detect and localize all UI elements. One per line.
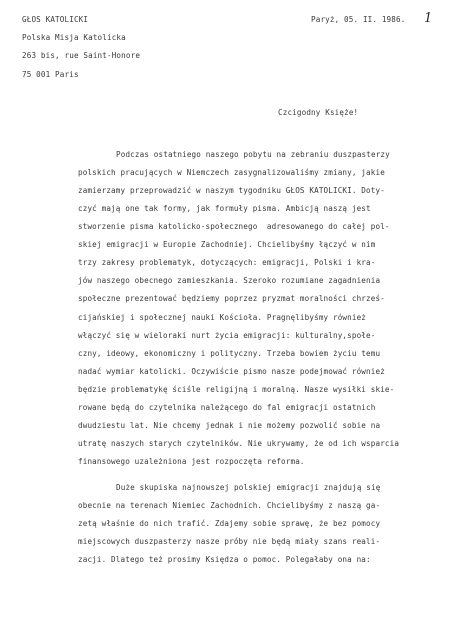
page-number: 1 bbox=[424, 11, 433, 26]
text-line: polskich pracujących w Niemczech zasygnalizowaliśmy zmiany, jakie bbox=[78, 168, 385, 177]
text-line: skiej emigracji w Europie Zachodniej. Chcielibyśmy łączyć w nim bbox=[78, 240, 376, 249]
sender-line-3: 263 bis, rue Saint-Honore bbox=[22, 51, 141, 60]
text-line: czny, ideowy, ekonomiczny i polityczny. Trzeba bowiem życiu temu bbox=[78, 349, 381, 358]
text-line: cijańskiej i społecznej nauki Kościoła. Pragnęlibyśmy również bbox=[78, 313, 367, 322]
text-line: zetą właśnie do nich trafić. Zdajemy sobie sprawę, że bez pomocy bbox=[78, 519, 381, 528]
sender-line-4: 75 001 Paris bbox=[22, 70, 79, 79]
place-date: Paryż, 05. II. 1986. bbox=[311, 15, 406, 24]
text-line: rowane będą do czytelnika należącego do fal emigracji ostatnich bbox=[78, 403, 376, 412]
text-line: będzie problematykę ściśle religijną i moralną. Nasze wysiłki skie- bbox=[78, 385, 395, 394]
text-line: społeczne prezentować będziemy poprzez pryzmat moralności chrześ- bbox=[78, 294, 385, 303]
text-line: zamierzamy przeprowadzić w naszym tygodniku GŁOS KATOLICKI. Doty- bbox=[78, 186, 385, 195]
text-line: finansowego uzależniona jest rozpoczęta reforma. bbox=[78, 457, 305, 466]
sender-line-1: GŁOS KATOLICKI bbox=[22, 15, 89, 24]
text-line: miejscowych duszpasterzy nasze próby nie będą miały szans reali- bbox=[78, 537, 381, 546]
salutation: Czcigodny Księże! bbox=[278, 108, 359, 117]
text-line: Podczas ostatniego naszego pobytu na zebraniu duszpasterzy bbox=[116, 150, 390, 159]
text-line: dwudziestu lat. Nie chcemy jednak i nie możemy pozwolić sobie na bbox=[78, 421, 381, 430]
text-line: obecnie na terenach Niemiec Zachodnich. Chcielibyśmy z naszą ga- bbox=[78, 501, 381, 510]
text-line: czyć mają one tak formy, jak formuły pisma. Ambicją naszą jest bbox=[78, 204, 371, 213]
text-line: utratę naszych starych czytelników. Nie ukrywamy, że od ich wsparcia bbox=[78, 439, 400, 448]
text-line: nadać wymiar katolicki. Oczywiście pismo nasze podejmować również bbox=[78, 367, 385, 376]
text-line: włączyć się w wieloraki nurt życia emigracji: kulturalny,społe- bbox=[78, 331, 376, 340]
text-line: zacji. Dlatego też prosimy Księdza o pomoc. Polegałaby ona na: bbox=[78, 555, 371, 564]
text-line: trzy zakresy problematyk, dotyczących: emigracji, Polski i kra- bbox=[78, 258, 376, 267]
text-line: jów naszego obecnego zamieszkania. Szeroko rozumiane zagadnienia bbox=[78, 276, 381, 285]
sender-line-2: Polska Misja Katolicka bbox=[22, 33, 126, 42]
text-line: stworzenie pisma katolicko-społecznego adresowanego do całej pol- bbox=[78, 222, 390, 231]
text-line: Duże skupiska najnowszej polskiej emigracji znajdują się bbox=[116, 483, 381, 492]
